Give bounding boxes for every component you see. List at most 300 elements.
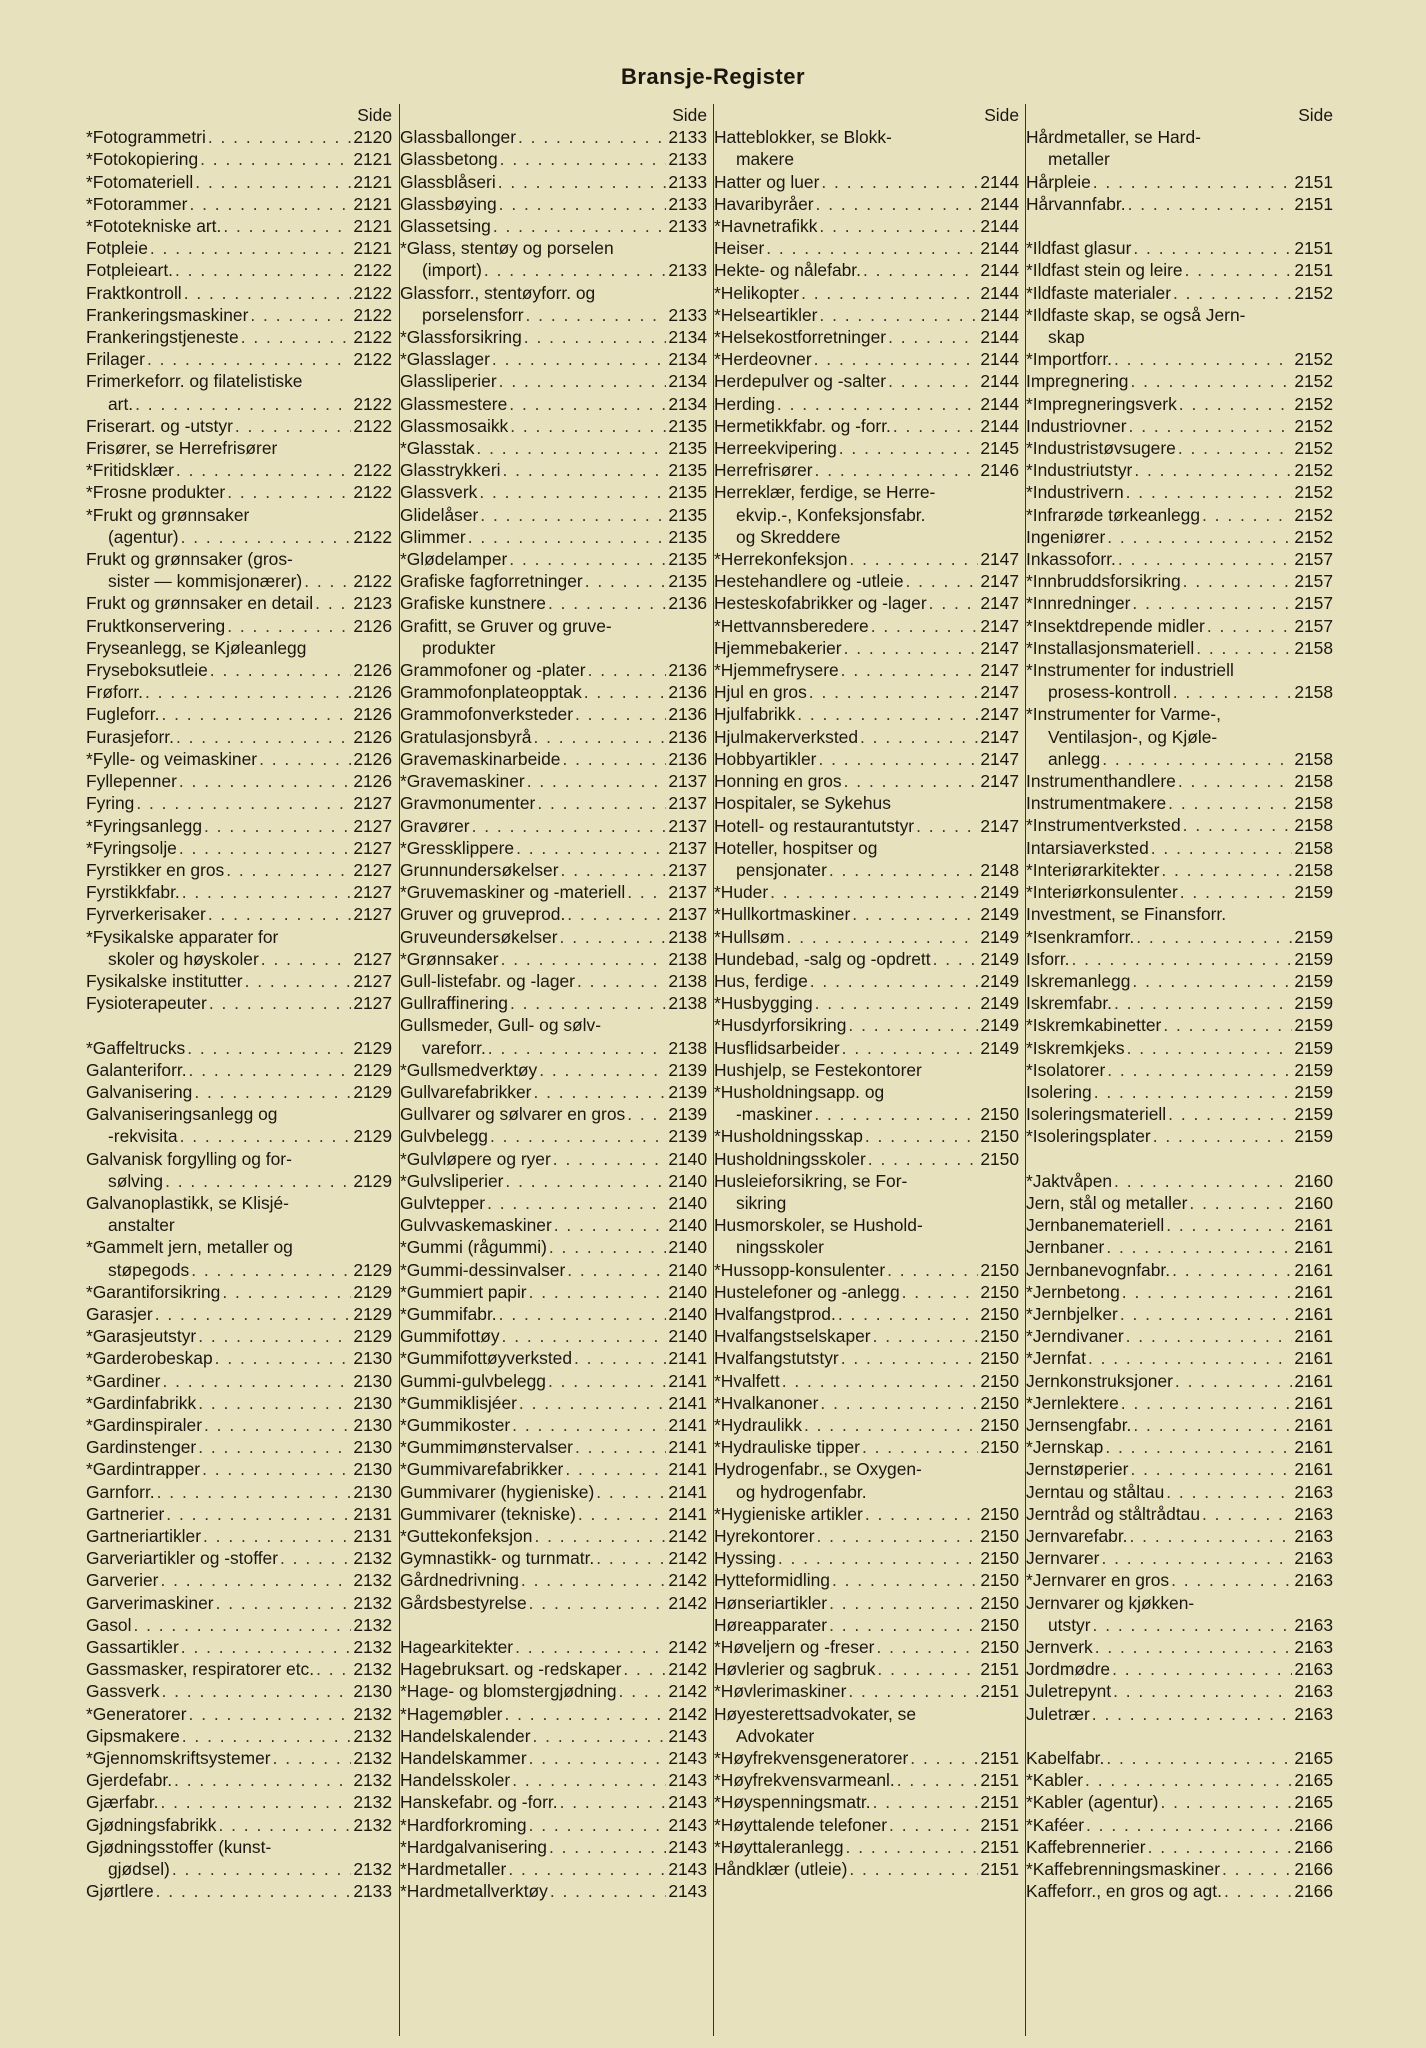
index-entry — [86, 992, 396, 1014]
index-entry — [400, 903, 711, 925]
page-number: 2149 — [980, 1015, 1019, 1036]
entry-label: *Jernfat — [1026, 1348, 1086, 1369]
entry-label: Hagebruksart. og -redskaper — [400, 1659, 622, 1680]
index-entry — [400, 1281, 711, 1303]
entry-label: Fraktkontroll — [86, 282, 182, 303]
index-entry — [86, 1636, 396, 1658]
page-number: 2132 — [353, 1659, 392, 1680]
page-number: 2126 — [353, 771, 392, 792]
entry-label: Fruktkonservering — [86, 615, 226, 636]
entry-label: Glimmer — [400, 526, 466, 547]
entry-label: *Gummikoster — [400, 1414, 511, 1435]
entry-label: Grunnundersøkelser — [400, 859, 559, 880]
entry-label: *Instrumentverksted — [1026, 815, 1181, 836]
page-number: 2121 — [353, 216, 392, 237]
index-entry — [1026, 1414, 1337, 1436]
leader-dots — [583, 570, 667, 592]
entry-label: Friserart. og -utstyr — [86, 415, 233, 436]
entry-label: Garveriartikler og -stoffer — [86, 1548, 279, 1569]
index-entry — [714, 326, 1023, 348]
leader-dots — [847, 548, 978, 570]
page-number: 2150 — [980, 1148, 1019, 1169]
leader-dots — [869, 615, 979, 637]
entry-label: Jernvarer og kjøkken- — [1026, 1592, 1195, 1613]
index-entry — [400, 1858, 711, 1880]
index-entry — [400, 1458, 711, 1480]
leader-dots — [517, 1392, 666, 1414]
index-entry — [86, 1125, 396, 1147]
page-number: 2159 — [1294, 948, 1333, 969]
entry-label: Gullraffinering — [400, 993, 508, 1014]
entry-label: Hanskefabr. og -forr. — [400, 1792, 558, 1813]
page-number: 2133 — [668, 304, 707, 325]
page-number: 2121 — [353, 149, 392, 170]
index-entry — [86, 1103, 396, 1125]
entry-label: *Frosne produkter — [86, 482, 226, 503]
index-entry — [86, 770, 396, 792]
entry-label: Glassetsing — [400, 216, 491, 237]
page-number: 2143 — [668, 1859, 707, 1880]
index-entry — [714, 415, 1023, 437]
index-entry — [714, 1148, 1023, 1170]
entry-label: (import) — [422, 260, 482, 281]
leader-dots — [780, 1370, 979, 1392]
entry-label: Havaribyråer — [714, 193, 814, 214]
leader-dots — [179, 1636, 352, 1658]
entry-label: Fyring — [86, 793, 135, 814]
leader-dots — [1170, 1259, 1292, 1281]
page-number: 2152 — [1294, 282, 1333, 303]
index-entry — [400, 1392, 711, 1414]
page-number: 2132 — [353, 1570, 392, 1591]
leader-dots — [1164, 1214, 1292, 1236]
index-entry — [400, 1325, 711, 1347]
leader-dots — [1116, 548, 1292, 570]
leader-dots — [192, 1081, 351, 1103]
page-number: 2129 — [353, 1126, 392, 1147]
index-entry — [1026, 837, 1337, 859]
page-number: 2161 — [1294, 1437, 1333, 1458]
index-entry — [1026, 1481, 1337, 1503]
index-entry — [1026, 171, 1337, 193]
entry-label: Herreekvipering — [714, 438, 837, 459]
leader-dots — [233, 415, 351, 437]
index-entry — [1026, 748, 1337, 770]
entry-label: *Fotomateriell — [86, 171, 194, 192]
entry-label: Glassbøying — [400, 193, 497, 214]
entry-label: Gullvarefabrikker — [400, 1081, 532, 1102]
entry-label: Glasstrykkeri — [400, 460, 501, 481]
page-number: 2136 — [668, 660, 707, 681]
page-number: 2130 — [353, 1392, 392, 1413]
leader-dots — [1151, 1125, 1293, 1147]
leader-dots — [1128, 1458, 1292, 1480]
entry-label: Jernvarer — [1026, 1548, 1100, 1569]
leader-dots — [617, 1680, 667, 1702]
index-entry — [86, 393, 396, 415]
entry-label: *Gressklippere — [400, 837, 515, 858]
leader-dots — [221, 215, 351, 237]
index-entry — [400, 815, 711, 837]
leader-dots — [813, 992, 979, 1014]
index-entry — [400, 992, 711, 1014]
index-entry — [1026, 437, 1337, 459]
leader-dots — [200, 1458, 351, 1480]
page-number: 2132 — [353, 1770, 392, 1791]
entry-label: -rekvisita — [108, 1126, 178, 1147]
entry-label: *Importforr. — [1026, 349, 1113, 370]
index-entry — [400, 659, 711, 681]
page-number: 2159 — [1294, 882, 1333, 903]
index-entry — [714, 1059, 1023, 1081]
entry-label: Hyrekontorer — [714, 1526, 815, 1546]
leader-dots — [516, 126, 666, 148]
index-entry — [400, 1303, 711, 1325]
page-number: 2122 — [353, 460, 392, 481]
index-entry — [1026, 237, 1337, 259]
leader-dots — [158, 1569, 351, 1591]
index-entry — [400, 326, 711, 348]
index-entry — [86, 548, 396, 570]
page-number: 2151 — [1294, 171, 1333, 192]
leader-dots — [470, 815, 667, 837]
index-entry — [714, 1347, 1023, 1369]
page-number: 2130 — [353, 1437, 392, 1458]
page-number: 2129 — [353, 1170, 392, 1191]
index-entry — [714, 948, 1023, 970]
index-entry — [400, 1481, 711, 1503]
index-entry — [400, 592, 711, 614]
entry-label: Handelskalender — [400, 1725, 531, 1746]
page-number: 2135 — [668, 526, 707, 547]
entry-label: *Gummiert papir — [400, 1281, 527, 1302]
index-entry — [86, 703, 396, 725]
page-number: 2159 — [1294, 993, 1333, 1014]
page-number: 2138 — [668, 948, 707, 969]
index-entry — [714, 548, 1023, 570]
entry-label: Hjemmebakerier — [714, 637, 842, 658]
leader-dots — [259, 948, 352, 970]
index-entry — [86, 1414, 396, 1436]
index-entry — [1026, 1281, 1337, 1303]
leader-dots — [522, 326, 667, 348]
page-number: 2152 — [1294, 393, 1333, 414]
index-entry — [1026, 814, 1337, 836]
page-number: 2144 — [980, 282, 1019, 303]
index-entry — [714, 1081, 1023, 1103]
entry-label: Frankeringstjeneste — [86, 327, 239, 348]
leader-dots — [485, 1192, 666, 1214]
entry-label: *Hjemmefrysere — [714, 660, 839, 681]
entry-label: *Frukt og grønnsaker — [86, 504, 250, 525]
page-number: 2131 — [353, 1525, 392, 1546]
index-entry — [400, 282, 711, 304]
index-entry — [714, 1614, 1023, 1636]
index-entry — [1026, 1259, 1337, 1281]
leader-dots — [478, 504, 666, 526]
index-entry — [1026, 1614, 1337, 1636]
entry-label: pensjonater — [736, 859, 827, 880]
index-entry — [1026, 970, 1337, 992]
page-number: 2144 — [980, 216, 1019, 237]
page-number: 2122 — [353, 482, 392, 503]
index-entry — [714, 992, 1023, 1014]
page-number: 2129 — [353, 1281, 392, 1302]
page-number: 2129 — [353, 1037, 392, 1058]
page-number: 2136 — [668, 682, 707, 703]
page-number: 2130 — [353, 1481, 392, 1502]
leader-dots — [148, 237, 351, 259]
page-number: 2132 — [353, 1548, 392, 1569]
page-number: 2161 — [1294, 1459, 1333, 1480]
index-entry — [1026, 1125, 1337, 1147]
entry-label: Glassmestere — [400, 393, 508, 414]
leader-dots — [1110, 1658, 1292, 1680]
page-number: 2127 — [353, 837, 392, 858]
index-entry — [1026, 1747, 1337, 1769]
entry-label: Hustelefoner og -anlegg — [714, 1281, 900, 1302]
index-entry — [1026, 393, 1337, 415]
index-entry — [714, 237, 1023, 259]
index-entry — [86, 970, 396, 992]
entry-label: Isolering — [1026, 1081, 1092, 1102]
page-number: 2143 — [668, 1770, 707, 1791]
page-number: 2150 — [980, 1303, 1019, 1324]
leader-dots — [551, 1148, 667, 1170]
index-entry — [1026, 1436, 1337, 1458]
page-number: 2129 — [353, 1326, 392, 1347]
index-entry — [86, 1614, 396, 1636]
entry-label: *Industrivern — [1026, 482, 1124, 503]
entry-label: Gardinstenger — [86, 1437, 197, 1458]
index-entry — [1026, 659, 1337, 681]
page-number: 2137 — [668, 837, 707, 858]
leader-dots — [548, 1880, 666, 1902]
entry-label: skoler og høyskoler — [108, 948, 259, 969]
page-number: 2130 — [353, 1348, 392, 1369]
entry-label: Gummifottøy — [400, 1326, 500, 1347]
index-entry — [714, 348, 1023, 370]
page-number: 2151 — [1294, 260, 1333, 281]
entry-label: Gassartikler — [86, 1637, 179, 1657]
entry-label: *Gummi-dessinvalser — [400, 1259, 566, 1280]
page-number: 2129 — [353, 1081, 392, 1102]
entry-label: Garasjer — [86, 1303, 153, 1324]
page-number: 2122 — [353, 349, 392, 370]
index-entry — [1026, 1014, 1337, 1036]
leader-dots — [154, 1880, 352, 1902]
index-entry — [1026, 726, 1337, 748]
entry-label: *Jernbjelker — [1026, 1303, 1118, 1324]
page-number: 2129 — [353, 1303, 392, 1324]
leader-dots — [196, 1436, 351, 1458]
leader-dots — [1146, 1836, 1293, 1858]
leader-dots — [514, 837, 666, 859]
page-number: 2133 — [668, 127, 707, 148]
index-entry — [1026, 1192, 1337, 1214]
leader-dots — [560, 748, 666, 770]
page-number: 2152 — [1294, 415, 1333, 436]
entry-label: Gruver og gruveprod. — [400, 904, 566, 925]
entry-label: Hus, ferdige — [714, 970, 808, 991]
leader-dots — [531, 1725, 667, 1747]
entry-label: Hyssing — [714, 1548, 776, 1569]
page-number: 2151 — [980, 1836, 1019, 1857]
entry-label: Galanteriforr. — [86, 1059, 187, 1080]
index-entry — [86, 1547, 396, 1569]
leader-dots — [842, 770, 979, 792]
leader-dots — [842, 637, 979, 659]
index-entry — [1026, 948, 1337, 970]
index-entry — [714, 1436, 1023, 1458]
index-entry — [1026, 615, 1337, 637]
leader-dots — [1131, 237, 1292, 259]
index-entry — [714, 1481, 1023, 1503]
leader-dots — [847, 1858, 978, 1880]
page-number: 2150 — [980, 1348, 1019, 1369]
index-entry — [400, 1769, 711, 1791]
entry-label: *Hydraulikk — [714, 1414, 802, 1435]
index-entry — [714, 1281, 1023, 1303]
page-number: 2126 — [353, 615, 392, 636]
leader-dots — [594, 1547, 666, 1569]
leader-dots — [895, 1769, 979, 1791]
section-gap — [86, 1014, 396, 1036]
leader-dots — [816, 748, 978, 770]
entry-label: Garverier — [86, 1570, 159, 1591]
column-header: Side — [984, 105, 1019, 125]
leader-dots — [506, 1858, 666, 1880]
entry-label: Fryseboksutleie — [86, 660, 208, 681]
index-entry — [1026, 1503, 1337, 1525]
page-number: 2141 — [668, 1348, 707, 1369]
entry-label: *Hygieniske artikler — [714, 1503, 863, 1524]
page-number: 2121 — [353, 238, 392, 259]
page-number: 2158 — [1294, 793, 1333, 814]
entry-label: *Fotokopiering — [86, 149, 199, 170]
index-entry — [1026, 1347, 1337, 1369]
entry-label: *Isoleringsplater — [1026, 1126, 1151, 1147]
entry-label: *Husbygging — [714, 993, 813, 1014]
leader-dots — [1187, 1192, 1292, 1214]
entry-label: makere — [736, 149, 794, 170]
index-column-3 — [713, 104, 1023, 2036]
leader-dots — [248, 304, 351, 326]
entry-label: Hjulmakerverksted — [714, 726, 858, 747]
index-entry — [714, 1569, 1023, 1591]
page-number: 2127 — [353, 882, 392, 903]
entry-label: metaller — [1048, 149, 1110, 170]
entry-label: Jernkonstruksjoner — [1026, 1370, 1173, 1391]
page-number: 2166 — [1294, 1836, 1333, 1857]
page-number: 2142 — [668, 1659, 707, 1680]
index-entry — [86, 1791, 396, 1813]
leader-dots — [814, 193, 979, 215]
page-number: 2121 — [353, 171, 392, 192]
page-number: 2144 — [980, 304, 1019, 325]
leader-dots — [1181, 570, 1293, 592]
page-number: 2150 — [980, 1637, 1019, 1658]
entry-label: *Husholdningsapp. og — [714, 1081, 885, 1102]
leader-dots — [1200, 504, 1292, 526]
index-entry — [714, 1037, 1023, 1059]
entry-label: *Hagemøbler — [400, 1703, 503, 1724]
index-entry — [1026, 1680, 1337, 1702]
page-number: 2158 — [1294, 637, 1333, 658]
leader-dots — [546, 592, 666, 614]
index-entry — [86, 815, 396, 837]
leader-dots — [558, 1791, 667, 1813]
leader-dots — [572, 1347, 666, 1369]
entry-label: *Jaktvåpen — [1026, 1170, 1113, 1191]
index-entry — [714, 393, 1023, 415]
leader-dots — [904, 570, 979, 592]
leader-dots — [837, 437, 979, 459]
entry-label: *Kabler (agentur) — [1026, 1792, 1159, 1813]
index-entry — [714, 1170, 1023, 1192]
index-entry — [400, 1658, 711, 1680]
index-entry — [1026, 1836, 1337, 1858]
page-number: 2157 — [1294, 615, 1333, 636]
leader-dots — [1169, 1569, 1292, 1591]
page-number: 2163 — [1294, 1481, 1333, 1502]
index-entry — [400, 1747, 711, 1769]
page-number: 2144 — [980, 349, 1019, 370]
index-entry — [86, 1325, 396, 1347]
entry-label: Garverimaskiner — [86, 1592, 214, 1613]
index-entry — [714, 1636, 1023, 1658]
page-number: 2144 — [980, 415, 1019, 436]
index-entry — [1026, 1325, 1337, 1347]
index-entry — [86, 881, 396, 903]
index-entry — [714, 526, 1023, 548]
entry-label: Hårvannfabr. — [1026, 193, 1126, 214]
page-number: 2147 — [980, 771, 1019, 792]
leader-dots — [795, 703, 978, 725]
entry-label: Frankeringsmaskiner — [86, 304, 249, 325]
index-entry — [1026, 1370, 1337, 1392]
index-entry — [400, 1547, 711, 1569]
index-entry — [1026, 1592, 1337, 1614]
page-number: 2151 — [980, 1681, 1019, 1702]
index-entry — [1026, 1303, 1337, 1325]
index-entry — [1026, 1103, 1337, 1125]
entry-label: Gymnastikk- og turnmatr. — [400, 1548, 595, 1569]
leader-dots — [532, 1525, 666, 1547]
index-entry — [400, 1814, 711, 1836]
entry-label: Grammofonplateopptak — [400, 682, 582, 703]
index-entry — [1026, 1636, 1337, 1658]
leader-dots — [225, 615, 351, 637]
entry-label: Grammofonverksteder — [400, 704, 573, 725]
entry-label: *Iskremkabinetter — [1026, 1015, 1162, 1036]
entry-label: art. — [108, 393, 134, 414]
entry-label: Høvlerier og sagbruk — [714, 1659, 876, 1680]
index-entry — [1026, 326, 1337, 348]
entry-label: Gartnerier — [86, 1503, 165, 1524]
index-entry — [1026, 1547, 1337, 1569]
entry-label: støpegods — [108, 1259, 190, 1280]
entry-label: Iskremanlegg — [1026, 970, 1131, 991]
page-number: 2157 — [1294, 549, 1333, 570]
page-number: 2130 — [353, 1414, 392, 1435]
leader-dots — [174, 726, 351, 748]
page-number: 2122 — [353, 304, 392, 325]
leader-dots — [818, 1392, 978, 1414]
entry-label: *Hullsøm — [714, 926, 785, 947]
leader-dots — [1084, 1814, 1292, 1836]
entry-label: Glassballonger — [400, 127, 517, 148]
